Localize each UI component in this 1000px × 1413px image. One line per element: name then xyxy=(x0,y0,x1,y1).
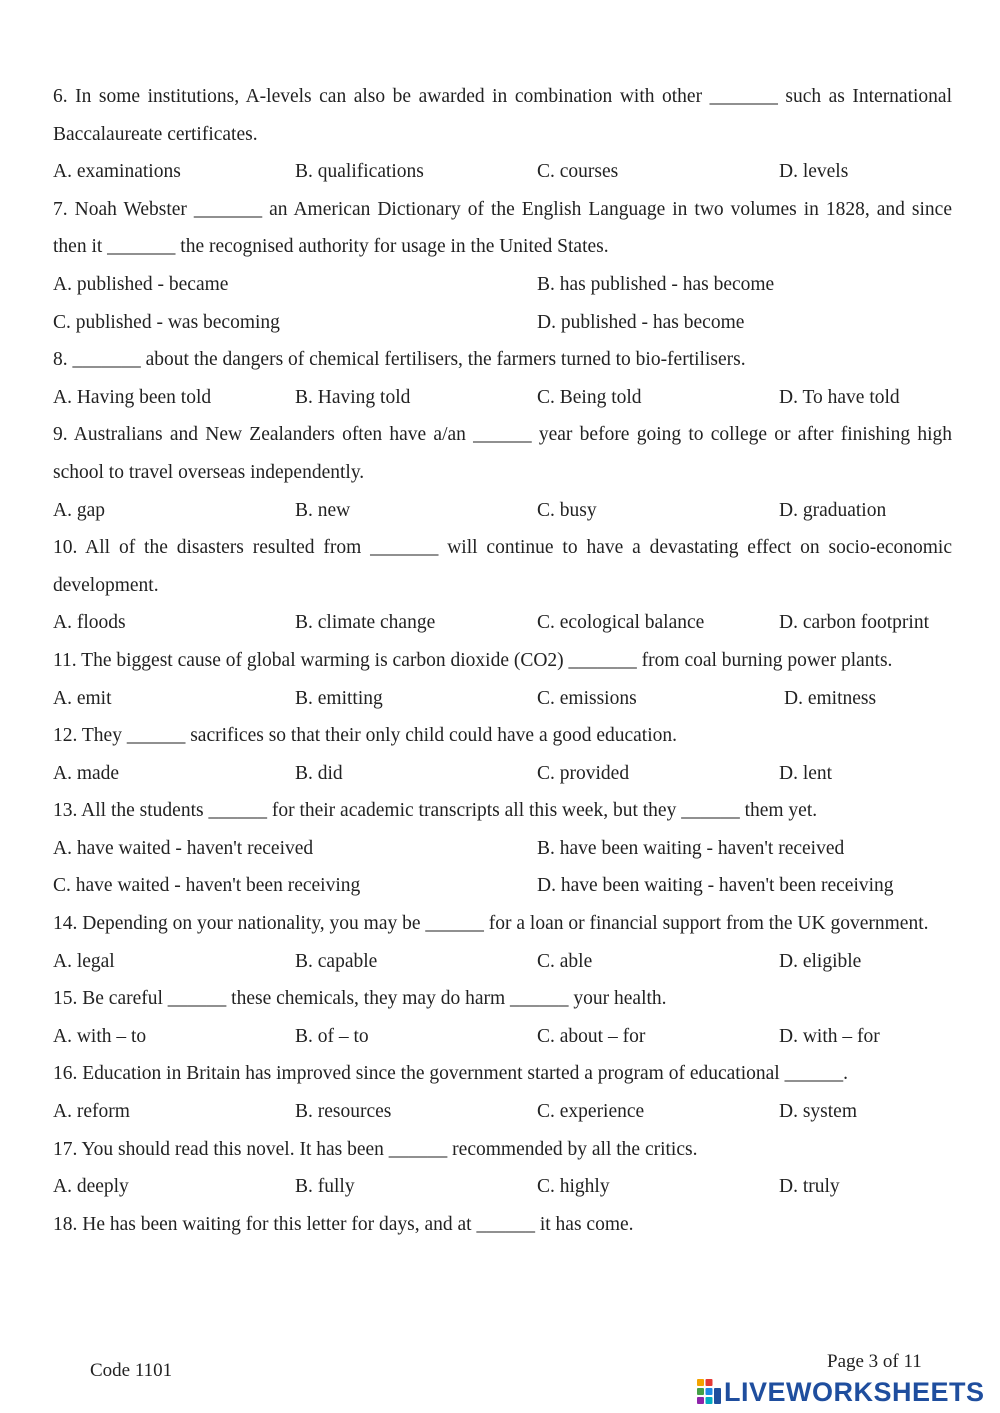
question-11 xyxy=(53,642,952,717)
option-b[interactable]: B. new xyxy=(295,499,351,521)
option-a[interactable]: A. legal xyxy=(53,950,115,972)
answer-options xyxy=(53,1018,952,1056)
option-a[interactable]: A. reform xyxy=(53,1101,130,1123)
option-c[interactable]: C. highly xyxy=(537,1176,610,1198)
question-text: 17. You should read this novel. It has been ______ recommended by all the critics. xyxy=(53,1138,698,1160)
option-a[interactable]: A. gap xyxy=(53,499,105,521)
question-list xyxy=(53,78,952,1243)
question-text: 7. Noah Webster _______ an American Dictionary of the English Language in two volumes in 1828, and since then it _______ the recognised authority for usage in the United States. xyxy=(53,198,952,258)
question-16 xyxy=(53,1055,952,1130)
option-c[interactable]: C. Being told xyxy=(537,386,642,408)
answer-options xyxy=(53,153,952,191)
option-d[interactable]: D. eligible xyxy=(779,950,862,972)
question-8 xyxy=(53,341,952,416)
option-d[interactable]: D. graduation xyxy=(779,499,887,521)
question-15 xyxy=(53,980,952,1055)
option-a[interactable]: A. published - became xyxy=(53,273,229,295)
question-text: 18. He has been waiting for this letter for days, and at ______ it has come. xyxy=(53,1213,634,1235)
question-text: 16. Education in Britain has improved since the government started a program of educational ______. xyxy=(53,1063,848,1085)
brand-wordmark: LIVEWORKSHEETS xyxy=(724,1377,985,1407)
option-a[interactable]: A. deeply xyxy=(53,1176,129,1198)
answer-options xyxy=(53,943,952,981)
option-b[interactable]: B. climate change xyxy=(295,612,436,634)
exam-code: Code 1101 xyxy=(90,1360,173,1381)
question-14 xyxy=(53,905,952,980)
option-d[interactable]: D. levels xyxy=(779,161,849,183)
option-c[interactable]: C. courses xyxy=(537,161,619,183)
option-b[interactable]: B. qualifications xyxy=(295,161,424,183)
question-text: 12. They ______ sacrifices so that their only child could have a good education. xyxy=(53,725,678,747)
question-text: 11. The biggest cause of global warming is carbon dioxide (CO2) _______ from coal burning power plants. xyxy=(53,649,893,671)
option-a[interactable]: A. examinations xyxy=(53,161,181,183)
question-text: 10. All of the disasters resulted from _______ will continue to have a devastating effect on socio-economic development. xyxy=(53,537,952,596)
option-d[interactable]: D. lent xyxy=(779,762,833,784)
answer-options xyxy=(53,304,952,342)
answer-options xyxy=(53,867,952,905)
option-b[interactable]: B. Having told xyxy=(295,386,411,408)
question-text: 15. Be careful ______ these chemicals, they may do harm ______ your health. xyxy=(53,988,667,1010)
liveworksheets-logo-icon xyxy=(697,1379,721,1405)
option-c[interactable]: C. experience xyxy=(537,1101,645,1123)
liveworksheets-brand[interactable] xyxy=(697,1377,985,1407)
question-17 xyxy=(53,1131,952,1206)
option-a[interactable]: A. Having been told xyxy=(53,386,212,408)
option-d[interactable]: D. truly xyxy=(779,1176,840,1198)
option-d[interactable]: D. have been waiting - haven't been receiving xyxy=(537,875,894,897)
option-c[interactable]: C. have waited - haven't been receiving xyxy=(53,875,361,897)
option-d[interactable]: D. carbon footprint xyxy=(779,612,930,634)
answer-options xyxy=(53,604,952,642)
answer-options xyxy=(53,1168,952,1206)
option-b[interactable]: B. fully xyxy=(295,1176,355,1198)
page-number: Page 3 of 11 xyxy=(827,1351,922,1372)
question-text: 8. _______ about the dangers of chemical fertilisers, the farmers turned to bio-fertilisers. xyxy=(53,349,746,371)
option-c[interactable]: C. able xyxy=(537,950,593,972)
answer-options xyxy=(53,266,952,304)
option-d[interactable]: D. To have told xyxy=(779,386,900,408)
question-7 xyxy=(53,191,952,341)
answer-options xyxy=(53,755,952,793)
option-b[interactable]: B. capable xyxy=(295,950,378,972)
question-text: 9. Australians and New Zealanders often have a/an ______ year before going to college or after finishing high school to travel overseas independently. xyxy=(53,424,952,483)
option-d[interactable]: D. emitness xyxy=(784,687,877,709)
option-b[interactable]: B. has published - has become xyxy=(537,273,775,295)
option-a[interactable]: A. floods xyxy=(53,612,126,634)
answer-options xyxy=(53,379,952,417)
option-d[interactable]: D. with – for xyxy=(779,1025,880,1047)
question-text: 13. All the students ______ for their academic transcripts all this week, but they ______ them yet. xyxy=(53,800,818,822)
question-6 xyxy=(53,78,952,191)
option-b[interactable]: B. have been waiting - haven't received xyxy=(537,837,845,859)
option-c[interactable]: C. provided xyxy=(537,762,630,784)
question-18 xyxy=(53,1206,952,1244)
answer-options xyxy=(53,492,952,530)
option-b[interactable]: B. emitting xyxy=(295,687,383,709)
option-b[interactable]: B. of – to xyxy=(295,1025,369,1047)
option-a[interactable]: A. have waited - haven't received xyxy=(53,837,314,859)
option-c[interactable]: C. published - was becoming xyxy=(53,311,280,333)
question-text: 14. Depending on your nationality, you may be ______ for a loan or financial support from the UK government. xyxy=(53,913,929,935)
question-10 xyxy=(53,529,952,642)
question-text: 6. In some institutions, A-levels can also be awarded in combination with other _______ such as International Baccalaureate certificates. xyxy=(53,86,952,145)
question-12 xyxy=(53,717,952,792)
question-13 xyxy=(53,792,952,905)
option-c[interactable]: C. about – for xyxy=(537,1025,646,1047)
option-a[interactable]: A. emit xyxy=(53,687,112,709)
answer-options xyxy=(53,830,952,868)
option-a[interactable]: A. with – to xyxy=(53,1025,147,1047)
option-c[interactable]: C. busy xyxy=(537,499,597,521)
option-c[interactable]: C. emissions xyxy=(537,687,637,709)
answer-options xyxy=(53,680,952,718)
option-b[interactable]: B. did xyxy=(295,762,343,784)
answer-options xyxy=(53,1093,952,1131)
option-a[interactable]: A. made xyxy=(53,762,120,784)
option-d[interactable]: D. system xyxy=(779,1101,857,1123)
option-b[interactable]: B. resources xyxy=(295,1101,392,1123)
option-d[interactable]: D. published - has become xyxy=(537,311,745,333)
option-c[interactable]: C. ecological balance xyxy=(537,612,705,634)
question-9 xyxy=(53,416,952,529)
